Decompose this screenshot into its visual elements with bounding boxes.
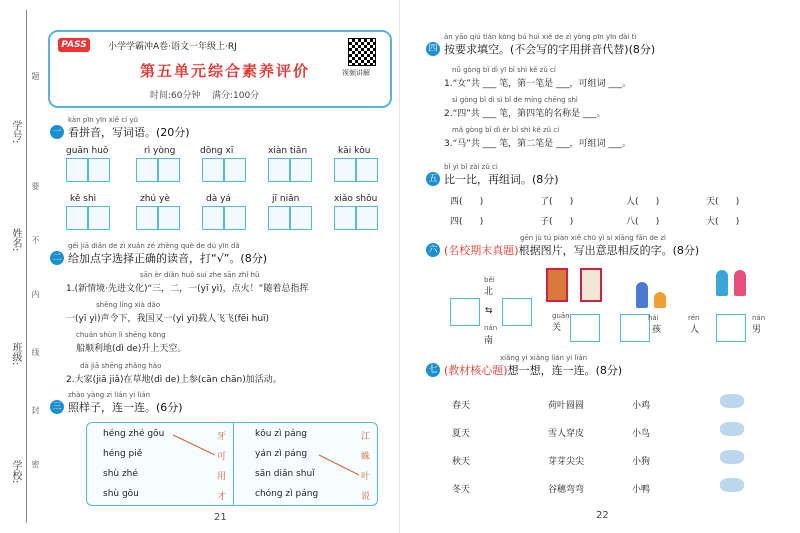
label-guan: 关 <box>552 323 562 333</box>
answer-box[interactable] <box>88 158 110 182</box>
question-2-badge: 二 <box>50 251 64 265</box>
match-left-item[interactable]: shù gōu <box>103 489 139 499</box>
q2-title: 给加点字选择正确的读音，打“√”。(8分) <box>68 252 267 265</box>
q1-pinyin-2: rì yòng <box>144 146 176 156</box>
q5-pinyin: bǐ yì bǐ zài zǔ cí <box>444 163 498 171</box>
class-label: 班级: <box>10 342 21 366</box>
match-right-item[interactable]: chóng zì páng <box>255 489 319 499</box>
answer-box[interactable] <box>334 158 356 182</box>
q2-line4-pinyin: dà jiā shēng zhǎng hào <box>80 362 162 370</box>
compass-arrow-icon: ⇆ <box>485 306 493 316</box>
q5-pair-6: 八( ) <box>626 217 660 227</box>
cut-mark: 要 <box>31 182 40 190</box>
q4-line1-pinyin: nǚ gòng bǐ dì yī bǐ shì kě zǔ cí <box>452 66 556 74</box>
exam-header <box>48 30 392 108</box>
q6-title: (名校期末真题)根据图片，写出意思相反的字。(8分) <box>444 244 700 257</box>
q1-title: 看拼音，写词语。(20分) <box>68 126 190 139</box>
season-item[interactable]: 春天 <box>452 401 471 411</box>
wheat-icon <box>720 478 744 492</box>
cut-line <box>26 10 27 523</box>
leaf-icon <box>720 394 744 408</box>
q4-line-2: 2.“四”共 ___ 笔，第四笔的名称是 ___。 <box>444 109 606 119</box>
q1-pinyin: kàn pīn yīn xiě cí yǔ <box>68 116 138 124</box>
adult-figure-icon <box>636 282 648 308</box>
q4-line-1: 1.“女”共 ___ 笔，第一笔是 ___，可组词 ___。 <box>444 79 631 89</box>
sprout-icon <box>720 450 744 464</box>
scene-item[interactable]: 荷叶圆圆 <box>548 401 585 411</box>
q3-match-box <box>86 422 378 506</box>
snowflake-icon <box>720 422 744 436</box>
animal-item[interactable]: 小鸟 <box>632 429 651 439</box>
q2-line3-pinyin: chuán shùn lì shēng kōng <box>76 331 166 339</box>
student-name-label: 姓名: <box>10 228 21 252</box>
child-figure-icon <box>654 292 666 308</box>
answer-box[interactable] <box>158 158 180 182</box>
answer-box[interactable] <box>88 206 110 230</box>
q6-pinyin-hai: hái <box>648 314 659 322</box>
q1-answer-row-1 <box>66 158 378 182</box>
label-bei: 北 <box>484 287 494 297</box>
animal-item[interactable]: 小鸭 <box>632 485 651 495</box>
answer-box[interactable] <box>620 314 650 342</box>
question-3-badge: 三 <box>50 400 64 414</box>
cut-mark: 密 <box>31 460 40 468</box>
q1-pinyin-4: xiàn tiān <box>268 146 308 156</box>
q1-answer-row-2 <box>66 206 378 230</box>
example-connector <box>87 423 377 505</box>
label-nan: 南 <box>484 336 494 346</box>
answer-box[interactable] <box>334 206 356 230</box>
q1-pinyin-10: xiǎo shǒu <box>334 194 378 204</box>
cut-mark: 内 <box>31 290 40 298</box>
label-hai: 孩 <box>652 325 662 335</box>
season-item[interactable]: 冬天 <box>452 485 471 495</box>
season-item[interactable]: 秋天 <box>452 457 471 467</box>
school-label: 学校: <box>10 460 21 484</box>
match-right-item[interactable]: yán zì páng <box>255 449 308 459</box>
match-left-item[interactable]: héng piě <box>103 449 143 459</box>
q7-pinyin: xiǎng yi xiǎng lián yi lián <box>500 354 588 362</box>
answer-box[interactable] <box>224 158 246 182</box>
boy-figure-icon <box>716 270 728 296</box>
q4-line3-pinyin: mǎ gòng bǐ dì èr bǐ shì kě zǔ cí <box>452 126 560 134</box>
label-ren: 人 <box>690 325 700 335</box>
qr-code-icon[interactable] <box>348 38 376 66</box>
q5-pair-5: 人( ) <box>626 197 660 207</box>
match-left-item[interactable]: shù zhé <box>103 469 138 479</box>
time-score: 时间:60分钟 满分:100分 <box>150 91 260 101</box>
answer-box[interactable] <box>290 206 312 230</box>
q6-pinyin-nan: nán <box>484 324 498 332</box>
match-right-item[interactable]: kǒu zì páng <box>255 429 308 439</box>
q6-pinyin-bei: běi <box>484 276 495 284</box>
q2-line-3: 船顺利地(dì de)升上天空。 <box>76 344 187 354</box>
q5-pair-8: 大( ) <box>706 217 740 227</box>
q6-pinyin-guan: guān <box>552 312 570 320</box>
match-left-char[interactable]: 才 <box>217 492 227 502</box>
answer-box[interactable] <box>570 314 600 342</box>
q4-line-3: 3.“马”共 ___ 笔，第二笔是 ___，可组词 ___。 <box>444 139 631 149</box>
scene-item[interactable]: 芽芽尖尖 <box>548 457 585 467</box>
page-title: 第五单元综合素养评价 <box>140 62 311 80</box>
girl-figure-icon <box>734 270 746 296</box>
q1-pinyin-9: jī niǎn <box>272 194 300 204</box>
cut-mark: 封 <box>31 406 40 414</box>
match-right-char[interactable]: 叶 <box>361 472 371 482</box>
q5-pair-3: 了( ) <box>540 197 574 207</box>
q2-line1-pinyin: sān èr diǎn huǒ suí zhe sān zhǐ hǔ <box>140 271 260 279</box>
cut-mark: 不 <box>31 236 40 244</box>
door-open-icon <box>546 268 568 302</box>
q2-line2-pinyin: shēng líng xià dǎo <box>96 301 161 309</box>
answer-box[interactable] <box>268 206 290 230</box>
page-number-right: 22 <box>596 510 609 521</box>
q3-pinyin: zhào yàng zi lián yi lián <box>68 391 151 399</box>
center-fold <box>399 0 400 533</box>
answer-box[interactable] <box>202 206 224 230</box>
animal-item[interactable]: 小鸡 <box>632 401 651 411</box>
q2-line-1: 1.(新情境·先进文化)“三，二，一(yī yì)，点火！”随着总指挥 <box>66 284 309 294</box>
answer-box[interactable] <box>224 206 246 230</box>
label-nan-male: 男 <box>752 325 762 335</box>
door-closed-icon <box>580 268 602 302</box>
binding-spine <box>0 0 52 533</box>
q5-pair-2: 四( ) <box>450 217 484 227</box>
answer-box[interactable] <box>66 206 88 230</box>
q6-pinyin-ren: rén <box>688 314 700 322</box>
match-right-item[interactable]: sān diǎn shuǐ <box>255 469 315 479</box>
question-7-badge: 七 <box>426 363 440 377</box>
q2-line-2: 一(yī yì)声令下，我国又一(yì yī)载人飞飞(fēi huī) <box>66 314 270 324</box>
q2-pinyin: gěi jiā diǎn de zì xuǎn zé zhèng què de dú yīn dǎ <box>68 242 240 250</box>
q6-pinyin: gēn jù tú piàn xiě chū yì si xiāng fǎn de zì <box>520 234 666 242</box>
student-id-label: 学号: <box>10 120 21 144</box>
answer-box[interactable] <box>66 158 88 182</box>
scene-item[interactable]: 雪人穿皮 <box>548 429 585 439</box>
answer-box[interactable] <box>268 158 290 182</box>
answer-box[interactable] <box>450 298 480 326</box>
answer-box[interactable] <box>136 158 158 182</box>
scene-item[interactable]: 谷穗弯弯 <box>548 485 585 495</box>
q1-pinyin-5: kāi kǒu <box>338 146 371 156</box>
q6-pinyin-nan2: nán <box>752 314 766 322</box>
answer-box[interactable] <box>136 206 158 230</box>
qr-caption: 视频讲解 <box>342 69 370 77</box>
match-right-char[interactable]: 江 <box>361 432 371 442</box>
match-left-char[interactable]: 可 <box>217 452 227 462</box>
q5-pair-4: 子( ) <box>540 217 574 227</box>
answer-box[interactable] <box>356 206 378 230</box>
q1-pinyin-8: dà yá <box>206 194 231 204</box>
match-left-item[interactable]: héng zhé gōu <box>103 429 165 439</box>
match-right-char[interactable]: 说 <box>361 492 371 502</box>
q4-line2-pinyin: sì gòng bǐ dì sì bǐ de míng chēng shì <box>452 96 578 104</box>
season-item[interactable]: 夏天 <box>452 429 471 439</box>
match-left-char[interactable]: 用 <box>217 472 227 482</box>
answer-box[interactable] <box>502 298 532 326</box>
animal-item[interactable]: 小狗 <box>632 457 651 467</box>
q4-pinyin: àn yāo qiú tián kòng bú huì xiě de zì yòng pīn yīn dài tì <box>444 33 637 41</box>
question-1-badge: 一 <box>50 125 64 139</box>
answer-box[interactable] <box>716 314 746 342</box>
answer-box[interactable] <box>290 158 312 182</box>
question-6-badge: 六 <box>426 243 440 257</box>
q1-pinyin-3: dōng xī <box>200 146 234 156</box>
answer-box[interactable] <box>158 206 180 230</box>
q5-pair-7: 天( ) <box>706 197 740 207</box>
q5-pair-1: 西( ) <box>450 197 484 207</box>
q1-pinyin-6: kě shì <box>70 194 97 204</box>
page-number-left: 21 <box>214 512 227 523</box>
series-title: 小学学霸冲A卷·语文一年级上·RJ <box>108 42 237 52</box>
q7-title: (教材核心题)想一想，连一连。(8分) <box>444 364 623 377</box>
q1-pinyin-7: zhú yè <box>140 194 170 204</box>
question-5-badge: 五 <box>426 172 440 186</box>
cut-mark: 线 <box>31 348 40 356</box>
q4-title: 按要求填空。(不会写的字用拼音代替)(8分) <box>444 43 656 56</box>
cut-mark: 题 <box>31 72 40 80</box>
q2-line-4: 2.大家(jiā jiǎ)在草地(dì de)上参(cān chān)加活动。 <box>66 375 282 385</box>
match-right-char[interactable]: 蛛 <box>361 452 371 462</box>
q5-title: 比一比，再组词。(8分) <box>444 173 559 186</box>
answer-box[interactable] <box>202 158 224 182</box>
pass-logo: PASS <box>58 38 90 52</box>
question-4-badge: 四 <box>426 42 440 56</box>
match-left-char[interactable]: 牙 <box>217 432 227 442</box>
q1-pinyin-1: guān huǒ <box>66 146 109 156</box>
q3-title: 照样子，连一连。(6分) <box>68 401 183 414</box>
answer-box[interactable] <box>356 158 378 182</box>
